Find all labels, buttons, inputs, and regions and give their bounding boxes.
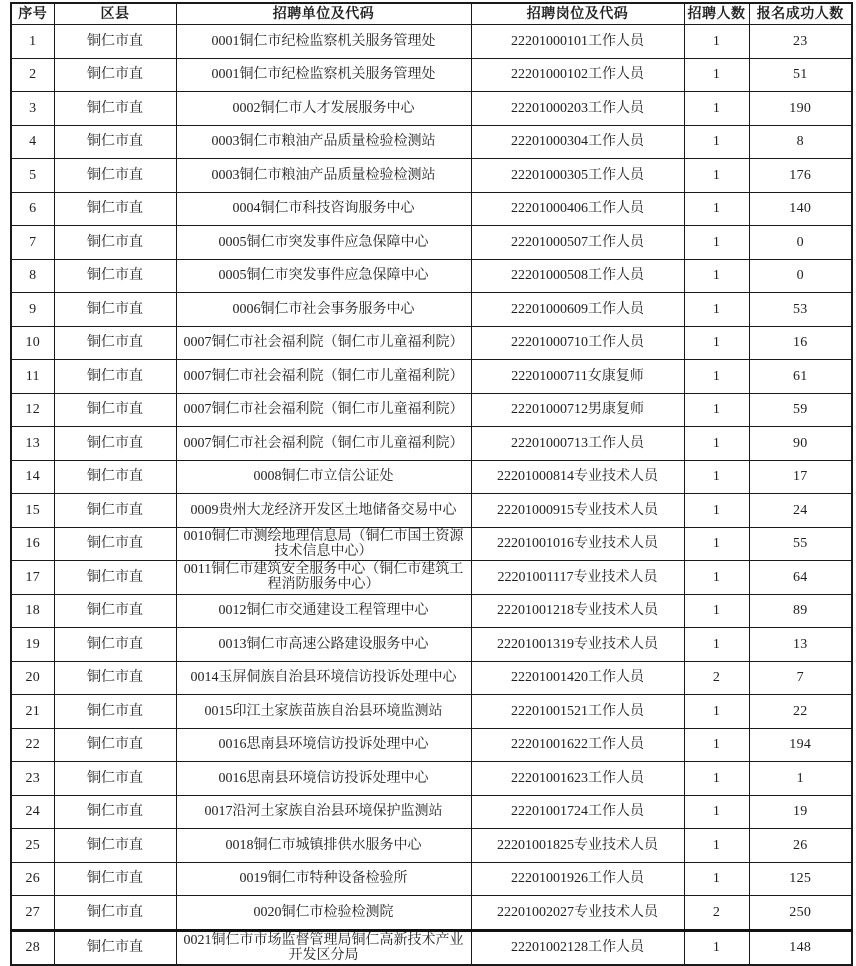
cell-openings: 1: [684, 829, 749, 863]
cell-index: 2: [11, 58, 54, 92]
table-row: [11, 527, 852, 561]
cell-unit: 0011铜仁市建筑安全服务中心（铜仁市建筑工程消防服务中心）: [176, 561, 471, 595]
table-row: [11, 226, 852, 260]
cell-unit: 0005铜仁市突发事件应急保障中心: [176, 259, 471, 293]
cell-openings: 1: [684, 460, 749, 494]
cell-index: 3: [11, 92, 54, 126]
table-row: [11, 159, 852, 193]
cell-district: 铜仁市直: [54, 661, 176, 695]
cell-applicants: 89: [749, 594, 852, 628]
cell-openings: 1: [684, 360, 749, 394]
cell-position: 22201000814专业技术人员: [471, 460, 684, 494]
cell-position: 22201000101工作人员: [471, 25, 684, 59]
table-row: [11, 930, 852, 965]
cell-unit: 0005铜仁市突发事件应急保障中心: [176, 226, 471, 260]
cell-index: 9: [11, 293, 54, 327]
cell-position: 22201000406工作人员: [471, 192, 684, 226]
cell-unit: 0012铜仁市交通建设工程管理中心: [176, 594, 471, 628]
cell-index: 6: [11, 192, 54, 226]
cell-applicants: 190: [749, 92, 852, 126]
cell-index: 28: [11, 930, 54, 965]
table-row: [11, 460, 852, 494]
cell-district: 铜仁市直: [54, 494, 176, 528]
cell-district: 铜仁市直: [54, 192, 176, 226]
cell-index: 19: [11, 628, 54, 662]
cell-applicants: 176: [749, 159, 852, 193]
cell-openings: 1: [684, 494, 749, 528]
cell-applicants: 24: [749, 494, 852, 528]
column-header-applicants: 报名成功人数: [749, 3, 852, 25]
cell-district: 铜仁市直: [54, 862, 176, 896]
cell-index: 8: [11, 259, 54, 293]
cell-openings: 1: [684, 58, 749, 92]
table-row: [11, 293, 852, 327]
cell-openings: 1: [684, 226, 749, 260]
cell-position: 22201000305工作人员: [471, 159, 684, 193]
cell-position: 22201001420工作人员: [471, 661, 684, 695]
cell-unit: 0016思南县环境信访投诉处理中心: [176, 762, 471, 796]
cell-applicants: 90: [749, 427, 852, 461]
cell-openings: 1: [684, 594, 749, 628]
cell-index: 11: [11, 360, 54, 394]
cell-position: 22201001521工作人员: [471, 695, 684, 729]
cell-district: 铜仁市直: [54, 360, 176, 394]
cell-openings: 1: [684, 728, 749, 762]
table-row: [11, 896, 852, 931]
cell-applicants: 26: [749, 829, 852, 863]
cell-index: 25: [11, 829, 54, 863]
cell-district: 铜仁市直: [54, 326, 176, 360]
cell-applicants: 7: [749, 661, 852, 695]
cell-openings: 1: [684, 930, 749, 965]
cell-district: 铜仁市直: [54, 58, 176, 92]
column-header-district: 区县: [54, 3, 176, 25]
cell-applicants: 19: [749, 795, 852, 829]
cell-position: 22201001724工作人员: [471, 795, 684, 829]
cell-unit: 0002铜仁市人才发展服务中心: [176, 92, 471, 126]
cell-position: 22201001825专业技术人员: [471, 829, 684, 863]
cell-openings: 1: [684, 561, 749, 595]
cell-index: 27: [11, 896, 54, 931]
cell-position: 22201001623工作人员: [471, 762, 684, 796]
cell-applicants: 13: [749, 628, 852, 662]
cell-openings: 1: [684, 862, 749, 896]
cell-applicants: 140: [749, 192, 852, 226]
cell-openings: 1: [684, 795, 749, 829]
cell-applicants: 22: [749, 695, 852, 729]
cell-unit: 0007铜仁市社会福利院（铜仁市儿童福利院）: [176, 326, 471, 360]
table-row: [11, 125, 852, 159]
cell-index: 26: [11, 862, 54, 896]
table-row: [11, 661, 852, 695]
cell-index: 14: [11, 460, 54, 494]
cell-index: 17: [11, 561, 54, 595]
table-row: [11, 795, 852, 829]
cell-index: 10: [11, 326, 54, 360]
cell-applicants: 125: [749, 862, 852, 896]
cell-applicants: 1: [749, 762, 852, 796]
cell-index: 7: [11, 226, 54, 260]
cell-district: 铜仁市直: [54, 728, 176, 762]
cell-position: 22201001016专业技术人员: [471, 527, 684, 561]
column-header-openings: 招聘人数: [684, 3, 749, 25]
cell-unit: 0006铜仁市社会事务服务中心: [176, 293, 471, 327]
cell-applicants: 148: [749, 930, 852, 965]
cell-unit: 0001铜仁市纪检监察机关服务管理处: [176, 58, 471, 92]
cell-applicants: 16: [749, 326, 852, 360]
table-row: [11, 92, 852, 126]
cell-openings: 1: [684, 92, 749, 126]
table-row: [11, 628, 852, 662]
cell-district: 铜仁市直: [54, 561, 176, 595]
cell-unit: 0017沿河土家族自治县环境保护监测站: [176, 795, 471, 829]
cell-unit: 0007铜仁市社会福利院（铜仁市儿童福利院）: [176, 427, 471, 461]
cell-index: 13: [11, 427, 54, 461]
cell-unit: 0004铜仁市科技咨询服务中心: [176, 192, 471, 226]
cell-index: 5: [11, 159, 54, 193]
cell-openings: 1: [684, 192, 749, 226]
cell-index: 4: [11, 125, 54, 159]
cell-district: 铜仁市直: [54, 527, 176, 561]
table-row: [11, 862, 852, 896]
column-header-position: 招聘岗位及代码: [471, 3, 684, 25]
cell-openings: 1: [684, 527, 749, 561]
table-row: [11, 360, 852, 394]
cell-unit: 0003铜仁市粮油产品质量检验检测站: [176, 125, 471, 159]
cell-unit: 0007铜仁市社会福利院（铜仁市儿童福利院）: [176, 393, 471, 427]
cell-district: 铜仁市直: [54, 695, 176, 729]
table-row: [11, 594, 852, 628]
table-body: [11, 25, 852, 966]
table-row: [11, 25, 852, 59]
cell-applicants: 59: [749, 393, 852, 427]
cell-position: 22201000712男康复师: [471, 393, 684, 427]
table-row: [11, 829, 852, 863]
cell-position: 22201001117专业技术人员: [471, 561, 684, 595]
cell-district: 铜仁市直: [54, 896, 176, 931]
cell-unit: 0003铜仁市粮油产品质量检验检测站: [176, 159, 471, 193]
cell-openings: 1: [684, 125, 749, 159]
cell-position: 22201000710工作人员: [471, 326, 684, 360]
cell-district: 铜仁市直: [54, 259, 176, 293]
cell-district: 铜仁市直: [54, 92, 176, 126]
cell-unit: 0021铜仁市市场监督管理局铜仁高新技术产业开发区分局: [176, 930, 471, 965]
cell-unit: 0009贵州大龙经济开发区土地储备交易中心: [176, 494, 471, 528]
cell-applicants: 250: [749, 896, 852, 931]
cell-position: 22201001622工作人员: [471, 728, 684, 762]
cell-district: 铜仁市直: [54, 226, 176, 260]
cell-district: 铜仁市直: [54, 125, 176, 159]
cell-position: 22201000102工作人员: [471, 58, 684, 92]
cell-applicants: 55: [749, 527, 852, 561]
cell-unit: 0019铜仁市特种设备检验所: [176, 862, 471, 896]
cell-unit: 0018铜仁市城镇排供水服务中心: [176, 829, 471, 863]
cell-openings: 1: [684, 159, 749, 193]
table-row: [11, 58, 852, 92]
table-row: [11, 728, 852, 762]
cell-unit: 0016思南县环境信访投诉处理中心: [176, 728, 471, 762]
cell-applicants: 17: [749, 460, 852, 494]
cell-district: 铜仁市直: [54, 594, 176, 628]
cell-index: 21: [11, 695, 54, 729]
cell-openings: 2: [684, 896, 749, 931]
cell-openings: 2: [684, 661, 749, 695]
cell-position: 22201000713工作人员: [471, 427, 684, 461]
cell-unit: 0001铜仁市纪检监察机关服务管理处: [176, 25, 471, 59]
table-row: [11, 762, 852, 796]
cell-openings: 1: [684, 762, 749, 796]
cell-district: 铜仁市直: [54, 293, 176, 327]
cell-index: 22: [11, 728, 54, 762]
cell-openings: 1: [684, 259, 749, 293]
cell-position: 22201000304工作人员: [471, 125, 684, 159]
cell-district: 铜仁市直: [54, 829, 176, 863]
cell-unit: 0007铜仁市社会福利院（铜仁市儿童福利院）: [176, 360, 471, 394]
cell-position: 22201001218专业技术人员: [471, 594, 684, 628]
header-row: [11, 3, 852, 25]
cell-applicants: 8: [749, 125, 852, 159]
cell-openings: 1: [684, 326, 749, 360]
cell-position: 22201000915专业技术人员: [471, 494, 684, 528]
cell-district: 铜仁市直: [54, 795, 176, 829]
recruitment-table: [10, 2, 853, 966]
cell-applicants: 194: [749, 728, 852, 762]
cell-applicants: 64: [749, 561, 852, 595]
cell-openings: 1: [684, 293, 749, 327]
cell-applicants: 53: [749, 293, 852, 327]
cell-index: 20: [11, 661, 54, 695]
cell-unit: 0015印江土家族苗族自治县环境监测站: [176, 695, 471, 729]
cell-index: 24: [11, 795, 54, 829]
cell-unit: 0008铜仁市立信公证处: [176, 460, 471, 494]
cell-applicants: 0: [749, 259, 852, 293]
cell-applicants: 23: [749, 25, 852, 59]
cell-openings: 1: [684, 393, 749, 427]
cell-openings: 1: [684, 628, 749, 662]
table-row: [11, 192, 852, 226]
cell-index: 18: [11, 594, 54, 628]
table-row: [11, 695, 852, 729]
cell-district: 铜仁市直: [54, 25, 176, 59]
cell-district: 铜仁市直: [54, 762, 176, 796]
table-row: [11, 259, 852, 293]
cell-district: 铜仁市直: [54, 393, 176, 427]
cell-index: 1: [11, 25, 54, 59]
cell-district: 铜仁市直: [54, 159, 176, 193]
table-row: [11, 393, 852, 427]
cell-unit: 0014玉屏侗族自治县环境信访投诉处理中心: [176, 661, 471, 695]
table-row: [11, 326, 852, 360]
cell-position: 22201000508工作人员: [471, 259, 684, 293]
cell-index: 15: [11, 494, 54, 528]
cell-openings: 1: [684, 695, 749, 729]
cell-position: 22201000507工作人员: [471, 226, 684, 260]
cell-applicants: 51: [749, 58, 852, 92]
cell-position: 22201000203工作人员: [471, 92, 684, 126]
cell-position: 22201001926工作人员: [471, 862, 684, 896]
column-header-unit: 招聘单位及代码: [176, 3, 471, 25]
cell-applicants: 61: [749, 360, 852, 394]
cell-openings: 1: [684, 25, 749, 59]
cell-unit: 0010铜仁市测绘地理信息局（铜仁市国土资源技术信息中心）: [176, 527, 471, 561]
cell-position: 22201001319专业技术人员: [471, 628, 684, 662]
cell-openings: 1: [684, 427, 749, 461]
cell-district: 铜仁市直: [54, 460, 176, 494]
cell-index: 16: [11, 527, 54, 561]
cell-applicants: 0: [749, 226, 852, 260]
cell-position: 22201002128工作人员: [471, 930, 684, 965]
cell-position: 22201000711女康复师: [471, 360, 684, 394]
cell-district: 铜仁市直: [54, 427, 176, 461]
cell-position: 22201002027专业技术人员: [471, 896, 684, 931]
cell-position: 22201000609工作人员: [471, 293, 684, 327]
table-row: [11, 561, 852, 595]
table-row: [11, 427, 852, 461]
cell-unit: 0013铜仁市高速公路建设服务中心: [176, 628, 471, 662]
cell-unit: 0020铜仁市检验检测院: [176, 896, 471, 931]
table-row: [11, 494, 852, 528]
cell-district: 铜仁市直: [54, 930, 176, 965]
cell-district: 铜仁市直: [54, 628, 176, 662]
column-header-index: 序号: [11, 3, 54, 25]
cell-index: 12: [11, 393, 54, 427]
cell-index: 23: [11, 762, 54, 796]
